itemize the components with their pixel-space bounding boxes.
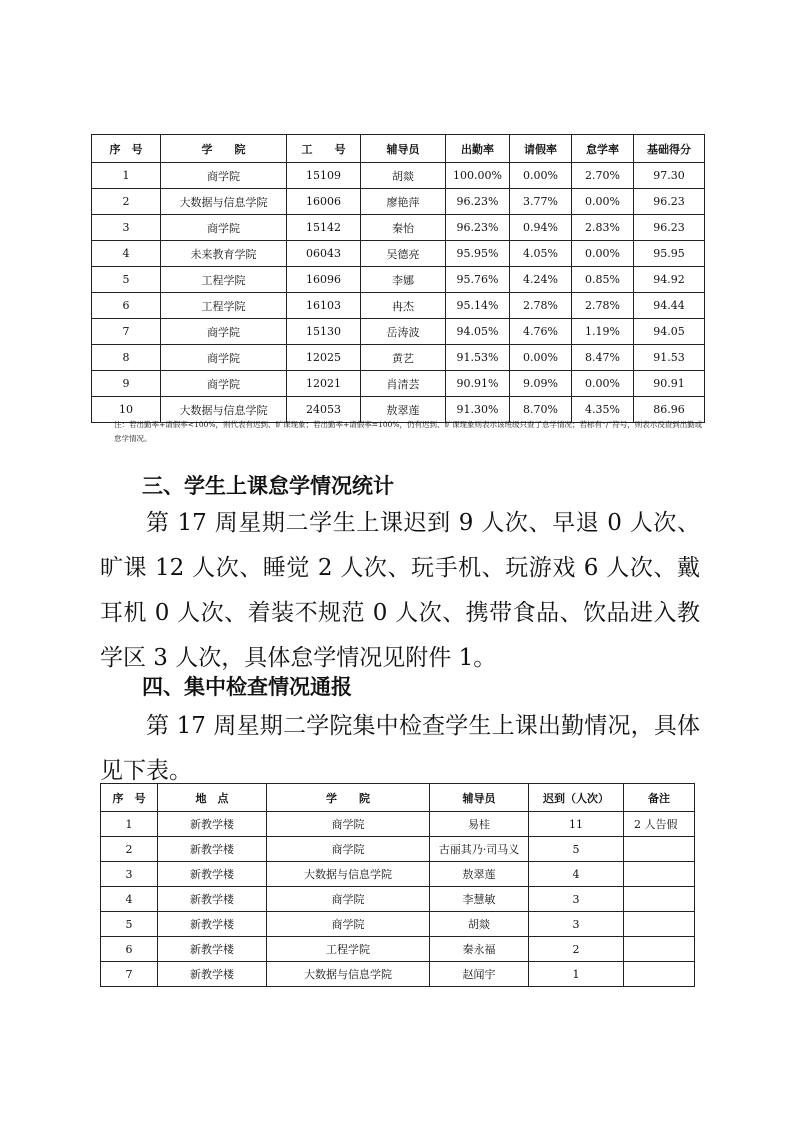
table-cell: 90.91%	[446, 371, 510, 397]
table-cell: 胡燚	[361, 163, 446, 189]
table-cell: 7	[92, 319, 161, 345]
table-cell: 商学院	[161, 163, 287, 189]
table-cell: 4.76%	[510, 319, 572, 345]
table-cell: 96.23%	[446, 215, 510, 241]
table-cell: 商学院	[161, 345, 287, 371]
header-cell: 学 院	[267, 784, 430, 812]
table-cell: 9	[92, 371, 161, 397]
table-cell: 8	[92, 345, 161, 371]
table-cell: 古丽其乃·司马义	[430, 837, 529, 862]
table-row	[92, 267, 705, 293]
section-paragraph: 第 17 周星期二学院集中检查学生上课出勤情况，具体见下表。	[100, 713, 700, 784]
table-cell	[624, 937, 695, 962]
table-cell: 15130	[287, 319, 361, 345]
table-row	[101, 837, 695, 862]
table-cell: 1	[101, 812, 158, 837]
table-cell: 2.78%	[572, 293, 634, 319]
table-cell: 95.95%	[446, 241, 510, 267]
table-cell: 0.00%	[572, 189, 634, 215]
table-row	[92, 345, 705, 371]
table-cell: 86.96	[634, 397, 705, 423]
header-cell: 备注	[624, 784, 695, 812]
table-cell: 肖清芸	[361, 371, 446, 397]
header-cell: 序 号	[101, 784, 158, 812]
table-cell: 06043	[287, 241, 361, 267]
table-cell: 胡燚	[430, 912, 529, 937]
table-cell: 2 人告假	[624, 812, 695, 837]
table-cell: 91.53	[634, 345, 705, 371]
table-cell: 97.30	[634, 163, 705, 189]
table-cell: 商学院	[161, 319, 287, 345]
table-cell: 0.00%	[510, 345, 572, 371]
table-cell: 敖翠莲	[361, 397, 446, 423]
table-cell: 3.77%	[510, 189, 572, 215]
table-cell: 未来教育学院	[161, 241, 287, 267]
table-cell: 16103	[287, 293, 361, 319]
table-cell: 1.19%	[572, 319, 634, 345]
table-note: 注：若出勤率+请假率<100%，则代表有迟到、旷课现象；若出勤率+请假率=100%，仍有迟到、旷课现象则表示该班级只查了怠学情况；若标有“/”符号，则表示没查到出勤或怠学情况。	[114, 420, 703, 443]
table-cell: 2	[101, 837, 158, 862]
table-cell: 10	[92, 397, 161, 423]
table-cell: 工程学院	[161, 267, 287, 293]
table-cell: 4.24%	[510, 267, 572, 293]
table-cell: 吴德亮	[361, 241, 446, 267]
table-cell: 90.91	[634, 371, 705, 397]
table-cell: 岳涛波	[361, 319, 446, 345]
header-cell: 学 院	[161, 135, 287, 163]
header-cell: 序 号	[92, 135, 161, 163]
table-cell: 秦怡	[361, 215, 446, 241]
table-row	[101, 962, 695, 987]
table-cell: 100.00%	[446, 163, 510, 189]
table-cell: 4	[101, 887, 158, 912]
table-cell: 1	[92, 163, 161, 189]
inspection-table	[100, 783, 695, 987]
table-cell: 94.92	[634, 267, 705, 293]
table-row	[92, 293, 705, 319]
table-cell	[624, 837, 695, 862]
table-cell: 1	[529, 962, 624, 987]
table-cell: 商学院	[161, 371, 287, 397]
table-cell: 新教学楼	[158, 937, 267, 962]
table-row	[92, 189, 705, 215]
table-cell: 商学院	[267, 912, 430, 937]
table-cell: 16096	[287, 267, 361, 293]
table-cell: 91.53%	[446, 345, 510, 371]
table-cell: 15142	[287, 215, 361, 241]
table-cell: 0.00%	[572, 241, 634, 267]
table-cell: 新教学楼	[158, 887, 267, 912]
table-cell: 95.14%	[446, 293, 510, 319]
table-cell	[624, 887, 695, 912]
table-cell: 91.30%	[446, 397, 510, 423]
table-cell: 8.70%	[510, 397, 572, 423]
table-cell: 商学院	[267, 812, 430, 837]
table-cell: 4.35%	[572, 397, 634, 423]
table-cell: 大数据与信息学院	[267, 862, 430, 887]
table-cell: 5	[92, 267, 161, 293]
table-cell: 2.70%	[572, 163, 634, 189]
table-cell: 94.05%	[446, 319, 510, 345]
table-cell: 96.23	[634, 189, 705, 215]
table-cell: 商学院	[267, 887, 430, 912]
table-cell: 2	[92, 189, 161, 215]
table-cell: 工程学院	[267, 937, 430, 962]
table-cell: 95.95	[634, 241, 705, 267]
table-cell: 6	[92, 293, 161, 319]
header-cell: 基础得分	[634, 135, 705, 163]
header-cell: 辅导员	[430, 784, 529, 812]
table-cell: 0.94%	[510, 215, 572, 241]
table-cell: 李娜	[361, 267, 446, 293]
table-row	[101, 912, 695, 937]
header-cell: 工 号	[287, 135, 361, 163]
table-cell: 廖艳萍	[361, 189, 446, 215]
table-row	[92, 215, 705, 241]
table-cell: 94.44	[634, 293, 705, 319]
table-cell: 15109	[287, 163, 361, 189]
table-cell: 24053	[287, 397, 361, 423]
table-cell: 新教学楼	[158, 962, 267, 987]
table-cell	[624, 862, 695, 887]
table-cell: 赵闻宇	[430, 962, 529, 987]
section-heading: 三、学生上课怠学情况统计	[142, 474, 394, 498]
table-row	[92, 371, 705, 397]
table-cell: 黄艺	[361, 345, 446, 371]
table-cell: 4	[92, 241, 161, 267]
table-cell: 4	[529, 862, 624, 887]
table-cell: 新教学楼	[158, 862, 267, 887]
table-cell: 16006	[287, 189, 361, 215]
table-cell: 2.83%	[572, 215, 634, 241]
header-cell: 迟到（人次）	[529, 784, 624, 812]
table-cell: 新教学楼	[158, 837, 267, 862]
table-cell: 工程学院	[161, 293, 287, 319]
table-cell: 0.00%	[510, 163, 572, 189]
table-cell: 12025	[287, 345, 361, 371]
table-cell: 9.09%	[510, 371, 572, 397]
table-cell: 4.05%	[510, 241, 572, 267]
table-row	[101, 937, 695, 962]
table-cell	[624, 912, 695, 937]
table-header-row	[101, 784, 695, 812]
section-paragraph: 第 17 周星期二学生上课迟到 9 人次、早退 0 人次、旷课 12 人次、睡觉 2 人次、玩手机、玩游戏 6 人次、戴耳机 0 人次、着装不规范 0 人次、携带食品、饮品进入教学区 3 人次，具体怠学情况见附件 1。	[100, 510, 700, 671]
table-cell: 李慧敏	[430, 887, 529, 912]
table-cell: 3	[529, 912, 624, 937]
header-cell: 辅导员	[361, 135, 446, 163]
table-cell: 敖翠莲	[430, 862, 529, 887]
table-cell: 大数据与信息学院	[161, 189, 287, 215]
table-cell: 3	[529, 887, 624, 912]
table-cell: 11	[529, 812, 624, 837]
table-cell	[624, 962, 695, 987]
table-cell: 新教学楼	[158, 812, 267, 837]
table-cell: 3	[101, 862, 158, 887]
section-heading: 四、集中检查情况通报	[142, 675, 352, 699]
table-cell: 3	[92, 215, 161, 241]
table-cell: 大数据与信息学院	[267, 962, 430, 987]
table-cell: 8.47%	[572, 345, 634, 371]
table-cell: 冉杰	[361, 293, 446, 319]
header-cell: 地 点	[158, 784, 267, 812]
table-cell: 96.23%	[446, 189, 510, 215]
table-cell: 2.78%	[510, 293, 572, 319]
table-cell: 大数据与信息学院	[161, 397, 287, 423]
table-cell: 5	[101, 912, 158, 937]
table-cell: 秦永福	[430, 937, 529, 962]
table-header-row	[92, 135, 705, 163]
table-cell: 96.23	[634, 215, 705, 241]
table-cell: 商学院	[267, 837, 430, 862]
table-row	[92, 319, 705, 345]
table-cell: 新教学楼	[158, 912, 267, 937]
table-row	[101, 862, 695, 887]
table-cell: 95.76%	[446, 267, 510, 293]
table-row	[101, 887, 695, 912]
header-cell: 出勤率	[446, 135, 510, 163]
table-cell: 6	[101, 937, 158, 962]
table-cell: 5	[529, 837, 624, 862]
table-cell: 2	[529, 937, 624, 962]
header-cell: 怠学率	[572, 135, 634, 163]
table-row	[101, 812, 695, 837]
table-cell: 0.00%	[572, 371, 634, 397]
table-cell: 0.85%	[572, 267, 634, 293]
table-cell: 易桂	[430, 812, 529, 837]
table-cell: 12021	[287, 371, 361, 397]
header-cell: 请假率	[510, 135, 572, 163]
table-cell: 7	[101, 962, 158, 987]
counselor-attendance-table	[91, 134, 705, 423]
table-cell: 商学院	[161, 215, 287, 241]
table-row	[92, 163, 705, 189]
table-cell: 94.05	[634, 319, 705, 345]
table-row	[92, 241, 705, 267]
